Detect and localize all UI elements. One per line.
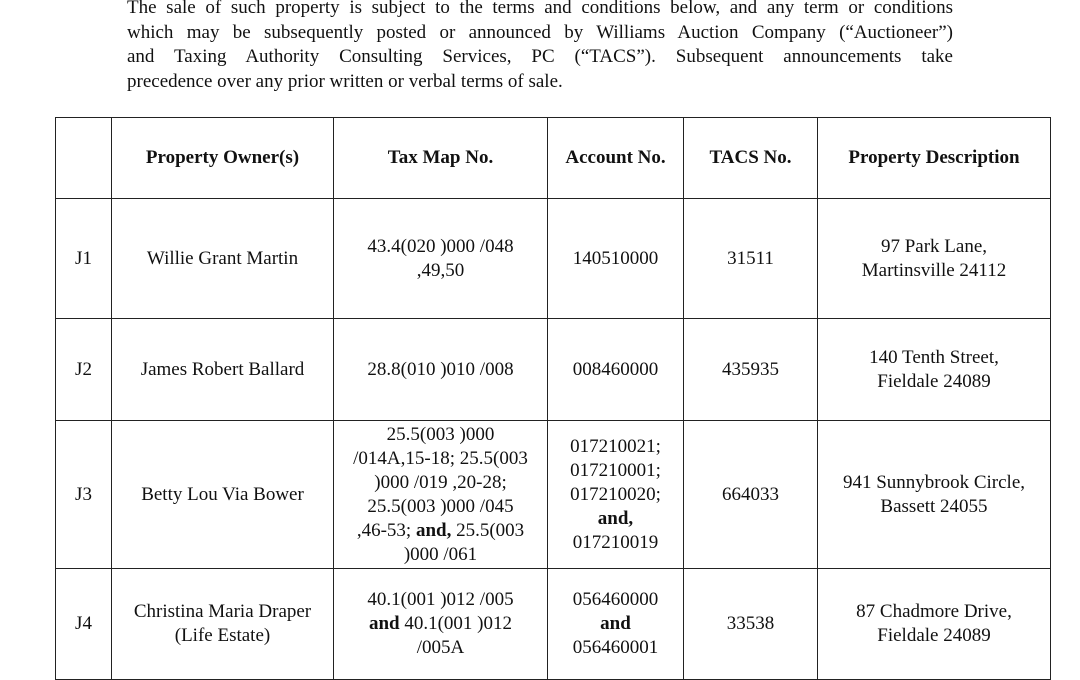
owner-line: Betty Lou Via Bower — [141, 483, 304, 505]
intro-line: which may be subsequently posted or announced by Williams Auction Company (“Auctioneer”) — [127, 21, 953, 43]
description-line: 87 Chadmore Drive, — [856, 601, 1012, 622]
description-line: Martinsville 24112 — [861, 259, 1007, 281]
tax-map-cell — [334, 421, 548, 569]
owner-cell — [112, 199, 334, 319]
owner-line: James Robert Ballard — [140, 358, 305, 380]
owner-line: Willie Grant Martin — [146, 247, 299, 269]
owner-cell — [112, 421, 334, 569]
description-line: Bassett 24055 — [880, 495, 988, 517]
table-header-row — [56, 118, 1051, 199]
description-line: 941 Sunnybrook Circle, — [842, 471, 1026, 493]
account-line: 017210020; — [570, 483, 661, 505]
tax-map-cell — [334, 319, 548, 421]
tacs-cell: 664033 — [684, 421, 818, 569]
tax-map-line: /014A,15-18; 25.5(003 — [353, 447, 528, 469]
tax-map-line — [338, 519, 543, 543]
tax-map-and: and — [368, 613, 400, 634]
tacs-cell: 31511 — [684, 199, 818, 319]
description-line: Fieldale 24089 — [877, 370, 991, 392]
tax-map-line: )000 /019 ,20-28; — [374, 471, 507, 493]
owner-line: (Life Estate) — [174, 625, 271, 646]
description-line: 140 Tenth Street, — [869, 346, 999, 368]
description-cell — [818, 319, 1051, 421]
header-tacs: TACS No. — [684, 118, 818, 199]
intro-line: and Taxing Authority Consulting Services, PC (“TACS”). Subsequent announcements take — [127, 46, 953, 67]
owner-cell — [112, 319, 334, 421]
table-row — [56, 319, 1051, 421]
intro-line: The sale of such property is subject to the terms and conditions below, and any term or conditions — [127, 0, 953, 18]
tax-map-cell — [334, 199, 548, 319]
tax-map-line: 43.4(020 )000 /048 — [367, 235, 514, 257]
account-line: 017210001; — [570, 459, 661, 481]
row-id: J4 — [56, 569, 112, 680]
account-line: 017210021; — [570, 435, 661, 457]
account-line: 140510000 — [572, 247, 659, 269]
account-cell — [548, 199, 684, 319]
tax-map-fragment: 40.1(001 )012 — [404, 613, 513, 634]
tax-map-fragment: 25.5(003 — [456, 519, 525, 541]
table-row — [56, 199, 1051, 319]
description-cell — [818, 569, 1051, 680]
tax-map-line — [338, 612, 543, 636]
header-description: Property Description — [818, 118, 1051, 199]
tax-map-line: 25.5(003 )000 /045 — [367, 495, 514, 517]
tax-map-and: and, — [415, 519, 452, 541]
account-cell — [548, 569, 684, 680]
description-line: Fieldale 24089 — [877, 625, 991, 646]
tax-map-line: ,49,50 — [416, 259, 465, 281]
owner-line: Christina Maria Draper — [133, 601, 312, 622]
tax-map-cell — [334, 569, 548, 680]
tacs-cell: 33538 — [684, 569, 818, 680]
description-cell — [818, 421, 1051, 569]
table-row — [56, 421, 1051, 569]
description-line: 97 Park Lane, — [880, 235, 988, 257]
owner-cell — [112, 569, 334, 680]
table-row — [56, 569, 1051, 680]
tacs-cell: 435935 — [684, 319, 818, 421]
row-id: J2 — [56, 319, 112, 421]
tax-map-line: 40.1(001 )012 /005 — [367, 589, 514, 610]
header-account: Account No. — [548, 118, 684, 199]
account-and: and — [600, 613, 631, 634]
tax-map-fragment: ,46-53; — [356, 519, 412, 541]
account-line: 017210019 — [572, 531, 659, 553]
intro-line: precedence over any prior written or verbal terms of sale. — [127, 70, 563, 92]
tax-map-line: 28.8(010 )010 /008 — [367, 358, 514, 380]
intro-paragraph — [127, 0, 953, 94]
account-line: 056460000 — [572, 589, 659, 610]
header-id — [56, 118, 112, 199]
header-owner: Property Owner(s) — [112, 118, 334, 199]
account-cell — [548, 421, 684, 569]
row-id: J3 — [56, 421, 112, 569]
row-id: J1 — [56, 199, 112, 319]
tax-map-line: )000 /061 — [403, 543, 478, 565]
account-cell — [548, 319, 684, 421]
account-line: 056460001 — [572, 637, 659, 658]
account-and: and, — [597, 507, 634, 529]
tax-map-line: 25.5(003 )000 — [386, 423, 495, 445]
tax-map-line: /005A — [416, 637, 465, 658]
header-tax-map: Tax Map No. — [334, 118, 548, 199]
property-table — [55, 117, 1051, 680]
description-cell — [818, 199, 1051, 319]
account-line: 008460000 — [572, 358, 659, 380]
